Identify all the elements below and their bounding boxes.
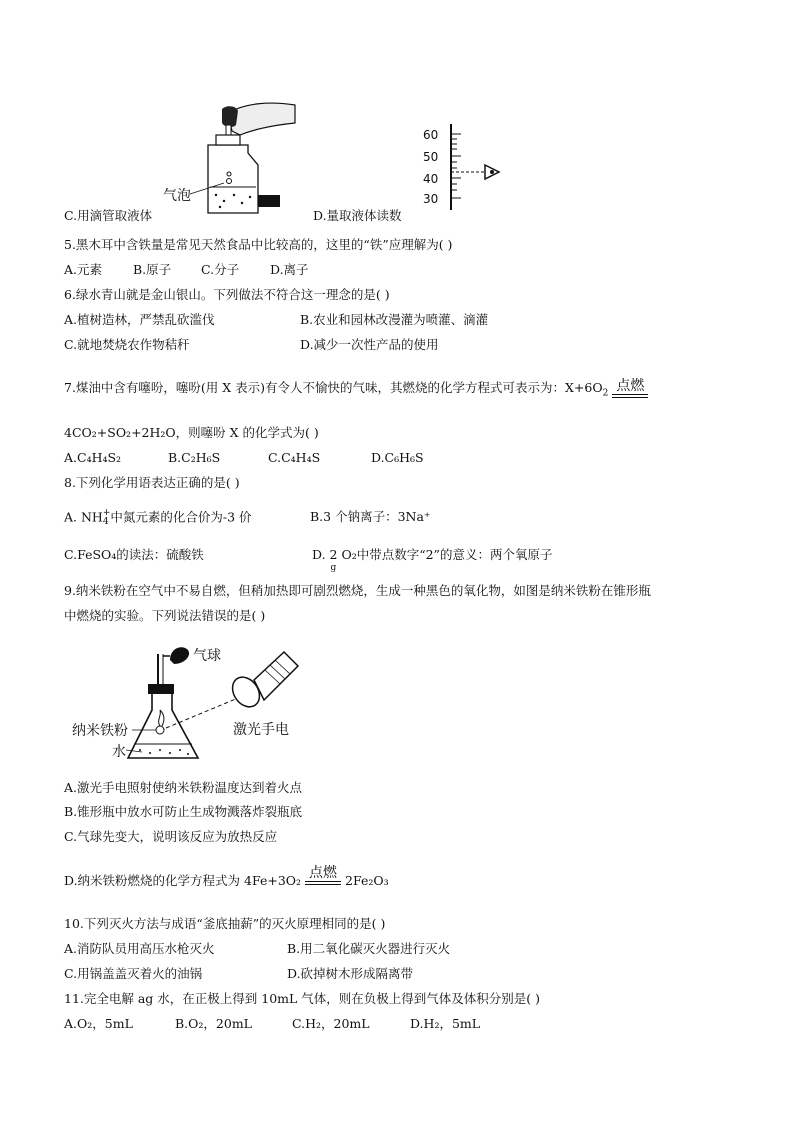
q7-equals-sign xyxy=(612,394,648,398)
q7-option-a: A.C₄H₄S₂ xyxy=(64,450,122,465)
q6-stem: 6.绿水青山就是金山银山。下列做法不符合这一理念的是( ) xyxy=(64,287,390,302)
q7-option-c: C.C₄H₄S xyxy=(268,450,321,465)
q11-option-d: D.H₂，5mL xyxy=(410,1016,481,1031)
q8-d-num: 2 xyxy=(329,547,338,562)
q5-stem: 5.黑木耳中含铁量是常见天然食品中比较高的，这里的“铁”应理解为( ) xyxy=(64,237,453,252)
q10-option-b: B.用二氧化碳灭火器进行灭火 xyxy=(287,941,451,956)
q4-option-c: C.用滴管取液体 xyxy=(64,208,153,223)
q10-option-c: C.用锅盖盖灭着火的油锅 xyxy=(64,966,203,981)
q8-d-post: O₂中带点数字“2”的意义：两个氧原子 xyxy=(337,547,553,562)
q11-option-c: C.H₂，20mL xyxy=(292,1016,370,1031)
cylinder-tick-50: 50 xyxy=(423,150,439,164)
q11-option-a: A.O₂，5mL xyxy=(64,1016,133,1031)
q8-option-a xyxy=(64,509,252,527)
q8-d-pre: D. xyxy=(312,547,330,562)
q11-option-b: B.O₂，20mL xyxy=(175,1016,252,1031)
balloon-label: 气球 xyxy=(193,648,221,664)
q9-d-post: 2Fe₂O₃ xyxy=(345,873,389,888)
q9-stem-2: 中燃烧的实验。下列说法错误的是( ) xyxy=(64,608,266,623)
q11-stem: 11.完全电解 ag 水，在正极上得到 10mL 气体，则在负极上得到气体及体积分别是( ) xyxy=(64,991,541,1006)
q8-a-pre: A. NH xyxy=(64,509,103,525)
q5-option-b: B.原子 xyxy=(133,262,172,277)
q9-option-d xyxy=(64,865,389,889)
q8-a-sub: 4 xyxy=(102,517,109,527)
water-label: 水 xyxy=(112,744,126,760)
q10-option-d: D.砍掉树木形成隔离带 xyxy=(287,966,414,981)
q9-option-c: C.气球先变大，说明该反应为放热反应 xyxy=(64,829,278,844)
q9-d-pre: D.纳米铁粉燃烧的化学方程式为 4Fe+3O₂ xyxy=(64,873,302,888)
q7-stem xyxy=(64,377,648,402)
cylinder-tick-40: 40 xyxy=(423,172,439,186)
q8-a-post: 中氮元素的化合价为-3 价 xyxy=(110,509,252,525)
bubble-label: 气泡 xyxy=(163,188,191,204)
q5-option-c: C.分子 xyxy=(201,262,240,277)
q8-option-b: B.3 个钠离子：3Na⁺ xyxy=(310,509,431,524)
q7-line2: 4CO₂+SO₂+2H₂O，则噻吩 X 的化学式为( ) xyxy=(64,425,319,440)
q8-a-sup: + xyxy=(102,508,111,518)
q9-d-equals-sign xyxy=(305,881,341,885)
cylinder-tick-30: 30 xyxy=(423,192,439,206)
q5-option-a: A.元素 xyxy=(64,262,103,277)
q8-d-under: g xyxy=(330,563,337,573)
q10-stem: 10.下列灭火方法与成语“釜底抽薪”的灭火原理相同的是( ) xyxy=(64,916,386,931)
q7-option-b: B.C₂H₆S xyxy=(168,450,221,465)
q9-stem-1: 9.纳米铁粉在空气中不易自燃，但稍加热即可剧烈燃烧，生成一种黑色的氧化物，如图是纳米铁粉在锥形瓶 xyxy=(64,583,651,598)
q4-option-d: D.量取液体读数 xyxy=(313,208,402,223)
q7-option-d: D.C₆H₆S xyxy=(371,450,424,465)
q10-option-a: A.消防队员用高压水枪灭火 xyxy=(64,941,215,956)
q9-d-condition xyxy=(305,865,341,889)
q5-option-d: D.离子 xyxy=(270,262,309,277)
q6-option-b: B.农业和园林改漫灌为喷灌、滴灌 xyxy=(300,312,489,327)
q8-option-c: C.FeSO₄的读法：硫酸铁 xyxy=(64,547,204,562)
q7-stem-sub: 2 xyxy=(602,388,609,399)
q8-stem: 8.下列化学用语表达正确的是( ) xyxy=(64,475,240,490)
q6-option-d: D.减少一次性产品的使用 xyxy=(300,337,439,352)
q8-option-d xyxy=(312,547,553,573)
q6-option-c: C.就地焚烧农作物秸秆 xyxy=(64,337,190,352)
q6-option-a: A.植树造林，严禁乱砍滥伐 xyxy=(64,312,215,327)
flashlight-label: 激光手电 xyxy=(233,722,289,738)
q7-condition-label: 点燃 xyxy=(616,377,645,394)
cylinder-tick-60: 60 xyxy=(423,128,439,142)
q7-stem-text: 7.煤油中含有噻吩，噻吩(用 X 表示)有令人不愉快的气味，其燃烧的化学方程式可表示为：X+6O xyxy=(64,380,603,395)
iron-powder-label: 纳米铁粉 xyxy=(72,723,128,739)
q9-d-condition-label: 点燃 xyxy=(309,865,338,881)
q9-option-b: B.锥形瓶中放水可防止生成物溅落炸裂瓶底 xyxy=(64,804,303,819)
q7-condition xyxy=(612,377,648,402)
q9-option-a: A.激光手电照射使纳米铁粉温度达到着火点 xyxy=(64,780,303,795)
iron-powder-experiment-figure xyxy=(70,640,310,770)
